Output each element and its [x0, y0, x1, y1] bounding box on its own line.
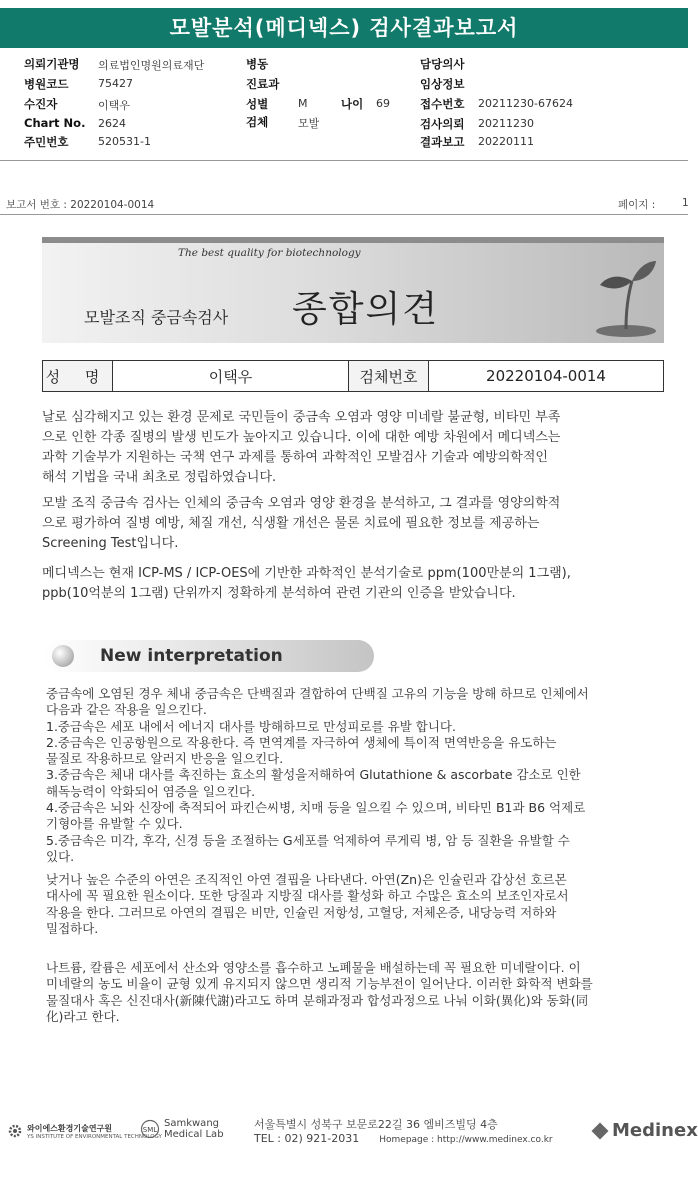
intro-paragraph-3: 메디넥스는 현재 ICP-MS / ICP-OES에 기반한 과학적인 분석기술로 ppm(100만분의 1그램), ppb(10억분의 1그램) 단위까지 정확하게 분석하여 관련 기관의 인증을 받았습니다.	[42, 566, 571, 601]
interpretation-paragraph-3: 나트륨, 칼륨은 세포에서 산소와 영양소를 흡수하고 노폐물을 배설하는데 꼭 필요한 미네랄이다. 이 미네랄의 농도 비율이 균형 있게 유지되지 않으면 생리적 기능부전이 일어난다. 이러한 화학적 변화를 물질대사 혹은 신진대사(新陳代謝)라고도 하며 분해과정과 합성과정으로 나눠 이화(異化)와 동화(同 化)라고 한다.	[46, 960, 593, 1024]
report-title: 모발분석(메디넥스) 검사결과보고서	[0, 8, 688, 48]
banner-subtitle: 모발조직 중금속검사	[84, 308, 229, 327]
logo2-line2: Medical Lab	[164, 1129, 224, 1140]
medinex-brand: Medinex	[612, 1120, 698, 1141]
samkwang-logo	[140, 1118, 224, 1140]
section-heading	[44, 640, 374, 672]
hospital-code-label: 병원코드	[24, 77, 69, 91]
summary-banner	[42, 237, 664, 343]
divider	[0, 160, 688, 161]
department-label: 진료과	[246, 77, 280, 91]
logo1-name: 와이에스환경기술연구원	[27, 1123, 113, 1133]
institution-label: 의뢰기관명	[24, 57, 80, 71]
interpretation-paragraph-2: 낮거나 높은 수준의 아연은 조직적인 아연 결핍을 나타낸다. 아연(Zn)은 인슐린과 갑상선 호르몬 대사에 꼭 필요한 원소이다. 또한 당질과 지방질 대사를 활성화 하고 수많은 효소의 보조인자로서 작용을 한다. 그러므로 아연의 결핍은 비만, 인슐린 저항성, 고혈당, 저체온증, 내당능력 저하와 밀접하다.	[46, 872, 569, 936]
age-value: 69	[376, 97, 390, 110]
banner-title: 종합의견	[292, 289, 440, 330]
gear-icon	[6, 1122, 24, 1140]
name-value: 이택우	[113, 361, 349, 391]
medinex-logo	[590, 1120, 698, 1141]
footer-contact	[254, 1132, 553, 1145]
page-label: 페이지 :	[618, 199, 656, 211]
sml-icon	[140, 1119, 160, 1139]
specimen-no-label: 검체번호	[349, 361, 429, 391]
specimen-no-value: 20220104-0014	[486, 367, 606, 385]
patient-info-block	[0, 52, 688, 152]
age-label: 나이	[341, 97, 364, 111]
name-label: 성 명	[43, 361, 113, 391]
chart-no-label: Chart No.	[24, 116, 86, 130]
footer-address: 서울특별시 성북구 보문로22길 36 엠비즈빌딩 4층	[254, 1118, 498, 1131]
receipt-no-value: 20211230-67624	[478, 97, 573, 110]
section-heading-text: New interpretation	[100, 646, 283, 666]
ys-institute-logo	[6, 1122, 162, 1140]
banner-tagline: The best quality for biotechnology	[178, 247, 361, 259]
recipient-value: 이택우	[98, 99, 130, 112]
request-date-value: 20211230	[478, 117, 534, 130]
sex-label: 성별	[246, 97, 269, 111]
specimen-value: 모발	[298, 117, 320, 130]
institution-value: 의료법인명원의료재단	[98, 59, 205, 72]
report-date-label: 결과보고	[420, 135, 465, 149]
recipient-label: 수진자	[24, 97, 58, 111]
svg-text:SML: SML	[142, 1126, 158, 1134]
logo2-line1: Samkwang	[164, 1118, 219, 1129]
receipt-no-label: 접수번호	[420, 97, 465, 111]
resident-no-label: 주민번호	[24, 135, 69, 149]
sex-value: M	[298, 97, 308, 110]
page-number: 1	[682, 197, 689, 209]
report-number: 보고서 번호 : 20220104-0014	[6, 199, 155, 211]
diamond-icon	[590, 1121, 610, 1141]
chart-no-value: 2624	[98, 117, 126, 130]
footer-homepage[interactable]: Homepage : http://www.medinex.co.kr	[379, 1135, 553, 1145]
sprout-icon	[588, 251, 658, 337]
clinical-info-label: 임상정보	[420, 77, 465, 91]
logo1-subtitle: YS INSTITUTE OF ENVIRONMENTAL TECHNOLOGY	[27, 1133, 162, 1140]
interpretation-paragraph-1: 중금속에 오염된 경우 체내 중금속은 단백질과 결합하여 단백질 고유의 기능을 방해 하므로 인체에서 다음과 같은 작용을 일으킨다. 1.중금속은 세포 내에서 에너지 대사를 방해하므로 만성피로를 유발 합니다. 2.중금속은 인공항원으로 작용한다. 즉 면역계를 자극하여 생체에 특이적 면역반응을 유도하는 물질로 작용하므로 알러지 반응을 일으킨다. 3.중금속은 체내 대사를 촉진하는 효소의 활성을저해하여 Glutathione & ascorbate 감소로 인한 해독능력이 악화되어 염증을 일으킨다. 4.중금속은 뇌와 신장에 축적되어 파킨슨씨병, 치매 등을 일으킬 수 있으며, 비타민 B1과 B6 억제로 기형아를 유발할 수 있다. 5.중금속은 미각, 후각, 신경 등을 조절하는 G세포를 억제하여 루게릭 병, 암 등 질환을 유발할 수 있다.	[46, 686, 589, 864]
resident-no-value: 520531-1	[98, 135, 151, 148]
identity-table	[42, 360, 664, 392]
intro-paragraph-2: 모발 조직 중금속 검사는 인체의 중금속 오염과 영양 환경을 분석하고, 그 결과를 영양의학적 으로 평가하여 질병 예방, 체질 개선, 식생활 개선은 물론 치료에 필요한 정보를 제공하는 Screening Test입니다.	[42, 496, 561, 551]
footer-tel: TEL : 02) 921-2031	[254, 1132, 360, 1145]
bullet-ball-icon	[52, 645, 74, 667]
report-date-value: 20220111	[478, 135, 534, 148]
footer	[0, 1110, 698, 1160]
doctor-label: 담당의사	[420, 57, 465, 71]
specimen-label: 검체	[246, 115, 269, 129]
request-date-label: 검사의뢰	[420, 117, 465, 131]
intro-paragraph-1: 날로 심각해지고 있는 환경 문제로 국민들이 중금속 오염과 영양 미네랄 불균형, 비타민 부족 으로 인한 각종 질병의 발생 빈도가 높아지고 있습니다. 이에 대한 예방 차원에서 메디넥스는 과학 기술부가 지원하는 국책 연구 과제를 통하여 과학적인 모발검사 기술과 예방의학적인 해석 기법을 국내 최초로 정립하였습니다.	[42, 410, 561, 485]
divider	[0, 214, 688, 215]
hospital-code-value: 75427	[98, 77, 133, 90]
ward-label: 병동	[246, 57, 269, 71]
